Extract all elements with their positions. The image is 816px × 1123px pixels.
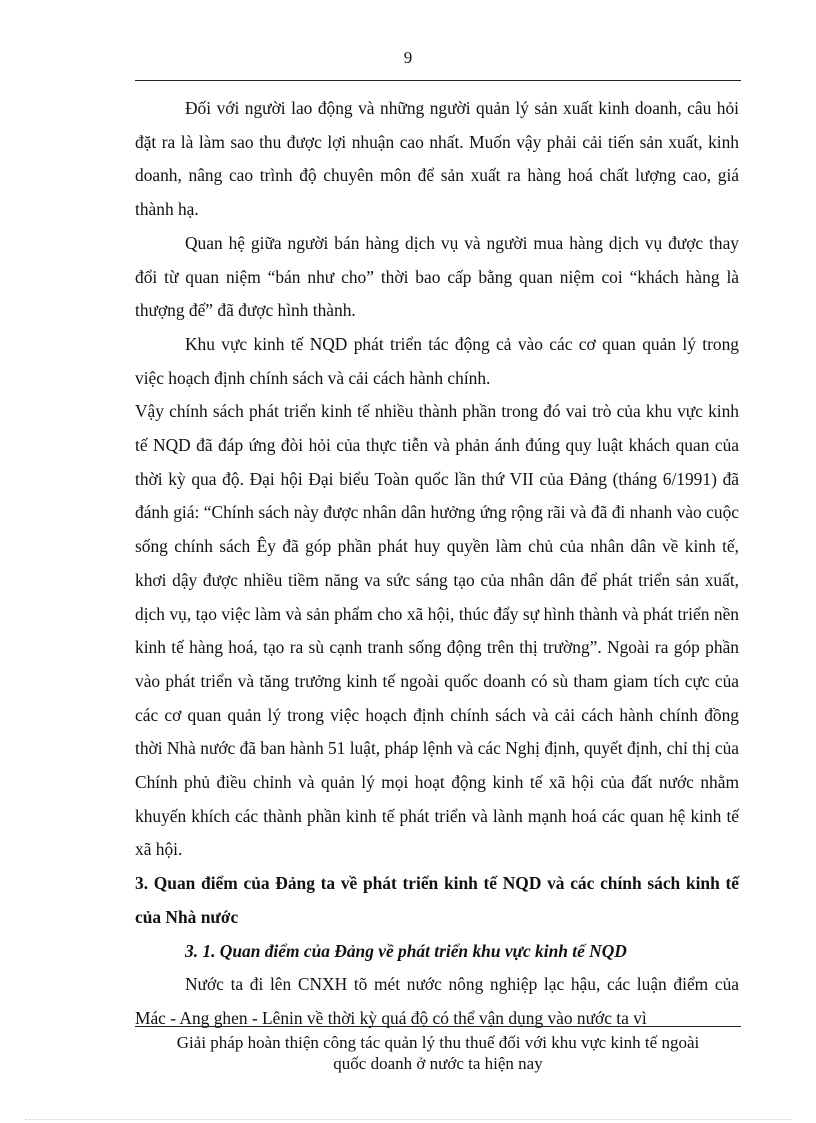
- document-body: [135, 92, 739, 1036]
- footer-divider: [135, 1026, 741, 1027]
- body-paragraph: Quan hệ giữa người bán hàng dịch vụ và người mua hàng dịch vụ được thay đổi từ quan niệm “bán như cho” thời bao cấp bằng quan niệm coi “khách hàng là thượng đế” đã được hình thành.: [135, 232, 739, 321]
- footer-line: quốc doanh ở nước ta hiện nay: [333, 1054, 543, 1073]
- body-paragraph: Vậy chính sách phát triển kinh tế nhiều thành phần trong đó vai trò của khu vực kinh tế NQD đã đáp ứng đòi hỏi của thực tiễn và phản ánh đúng quy luật khách quan của thời kỳ qua độ. Đại hội Đại biểu Toàn quốc lần thứ VII của Đảng (tháng 6/1991) đã đánh giá: “Chính sách này được nhân dân hưởng ứng rộng rãi và đã đi nhanh vào cuộc sống chính sách Êy đã góp phần phát huy quyền làm chủ của nhân dân về kinh tế, khơi dậy được nhiều tiềm năng va sức sáng tạo của nhân dân để phát triển sản xuất, dịch vụ, tạo việc làm và sản phẩm cho xã hội, thúc đẩy sự hình thành và phát triển nền kinh tế hàng hoá, tạo ra sù cạnh tranh sống động trên thị trường”. Ngoài ra góp phần vào phát triển và tăng trưởng kinh tế ngoài quốc doanh có sù tham giam tích cực của các cơ quan quản lý trong việc hoạch định chính sách và cải cách hành chính đồng thời Nhà nước đã ban hành 51 luật, pháp lệnh và các Nghị định, quyết định, chỉ thị của Chính phủ điều chỉnh và quản lý mọi hoạt động kinh tế xã hội của đất nước nhằm khuyến khích các thành phần kinh tế phát triển và lành mạnh hoá các quan hệ kinh tế xã hội.: [135, 401, 739, 860]
- body-paragraph: Khu vực kinh tế NQD phát triển tác động cả vào các cơ quan quản lý trong việc hoạch định chính sách và cải cách hành chính.: [135, 333, 739, 388]
- page-footer: [135, 1032, 741, 1074]
- body-paragraph: Nước ta đi lên CNXH tõ mét nước nông nghiệp lạc hậu, các luận điểm của Mác - Ang ghen - Lênin về thời kỳ quá độ có thể vận dụng vào nước ta vì: [135, 974, 739, 1028]
- footer-line: Giải pháp hoàn thiện công tác quản lý thu thuế đối với khu vực kinh tế ngoài: [176, 1033, 700, 1052]
- header-divider: [135, 80, 741, 81]
- body-paragraph: Đối với người lao động và những người quản lý sản xuất kinh doanh, câu hỏi đặt ra là làm sao thu được lợi nhuận cao nhất. Muốn vậy phải cải tiến sản xuất, kinh doanh, nâng cao trình độ chuyên môn để sản xuất ra hàng hoá chất lượng cao, giá thành hạ.: [135, 98, 739, 220]
- page-number: 9: [403, 48, 413, 67]
- subsection-heading: 3. 1. Quan điểm của Đảng về phát triển khu vực kinh tế NQD: [185, 940, 627, 961]
- page-bottom-border: [25, 1119, 791, 1120]
- section-heading: 3. Quan điểm của Đảng ta về phát triển kinh tế NQD và các chính sách kinh tế của Nhà nước: [135, 873, 739, 927]
